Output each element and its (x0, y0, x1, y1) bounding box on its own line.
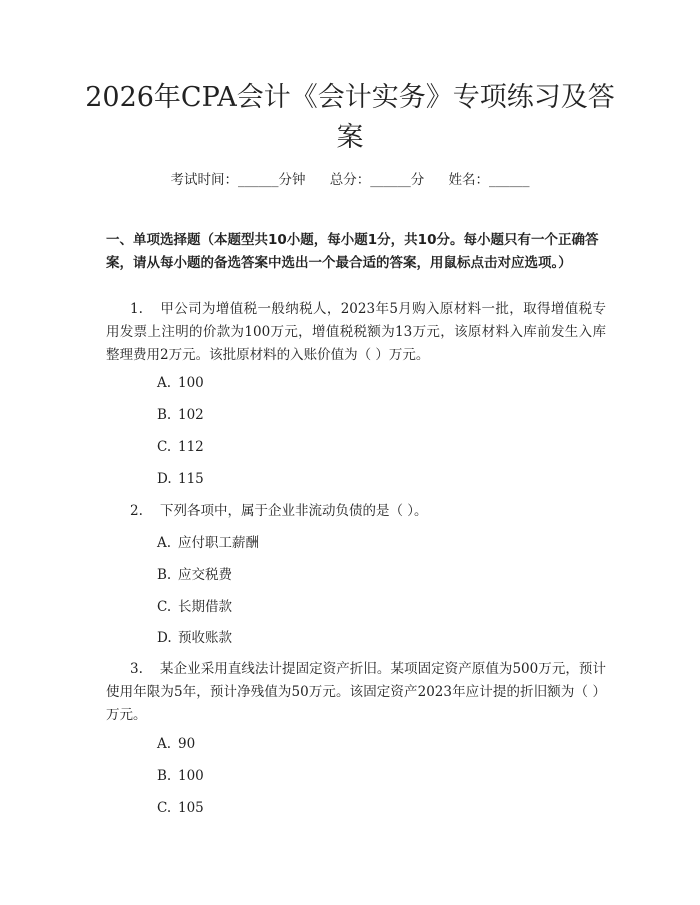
option-1b[interactable] (157, 406, 204, 424)
question-3 (106, 658, 606, 727)
question-text: 下列各项中，属于企业非流动负债的是（ ）。 (160, 503, 428, 519)
question-number: 2. (130, 503, 143, 519)
option-letter: D. (157, 630, 172, 646)
page-title: 2026年CPA会计《会计实务》专项练习及答案 (85, 82, 615, 153)
option-text: 105 (178, 800, 204, 816)
total-score-field: 总分：______分 (329, 172, 425, 188)
exam-time-field: 考试时间：______分钟 (170, 172, 306, 188)
exam-info-line (0, 168, 700, 188)
option-text: 90 (178, 736, 196, 752)
option-letter: D. (157, 471, 172, 487)
option-2d[interactable] (157, 629, 232, 647)
option-letter: C. (157, 439, 172, 455)
option-3c[interactable] (157, 799, 204, 817)
question-number: 3. (130, 661, 143, 677)
option-text: 100 (178, 375, 204, 391)
option-letter: A. (157, 375, 172, 391)
option-2c[interactable] (157, 598, 232, 616)
option-2b[interactable] (157, 566, 232, 584)
name-field: 姓名：______ (448, 172, 530, 188)
option-letter: C. (157, 800, 172, 816)
option-text: 115 (178, 471, 204, 487)
option-text: 应交税费 (178, 567, 232, 583)
option-text: 长期借款 (178, 599, 232, 615)
question-number: 1. (130, 301, 143, 317)
question-1 (106, 298, 606, 367)
option-text: 应付职工薪酬 (178, 535, 259, 551)
option-2a[interactable] (157, 534, 259, 552)
option-text: 100 (178, 768, 204, 784)
option-letter: B. (157, 407, 172, 423)
option-letter: B. (157, 567, 172, 583)
option-letter: B. (157, 768, 172, 784)
question-text: 某企业采用直线法计提固定资产折旧。某项固定资产原值为500万元，预计使用年限为5年，预计净残值为50万元。该固定资产2023年应计提的折旧额为（ ）万元。 (106, 661, 606, 723)
option-text: 102 (178, 407, 204, 423)
option-3b[interactable] (157, 767, 204, 785)
option-3a[interactable] (157, 735, 195, 753)
option-text: 112 (178, 439, 204, 455)
question-2 (106, 500, 606, 523)
option-letter: A. (157, 535, 172, 551)
question-text: 甲公司为增值税一般纳税人，2023年5月购入原材料一批，取得增值税专用发票上注明的价款为100万元，增值税税额为13万元，该原材料入库前发生入库整理费用2万元。该批原材料的入账价值为（ ）万元。 (106, 301, 606, 363)
option-letter: C. (157, 599, 172, 615)
option-text: 预收账款 (178, 630, 232, 646)
option-1c[interactable] (157, 438, 204, 456)
option-letter: A. (157, 736, 172, 752)
option-1d[interactable] (157, 470, 204, 488)
section-heading: 一、单项选择题（本题型共10小题，每小题1分，共10分。每小题只有一个正确答案，请从每小题的备选答案中选出一个最合适的答案，用鼠标点击对应选项。） (106, 232, 599, 271)
option-1a[interactable] (157, 374, 204, 392)
